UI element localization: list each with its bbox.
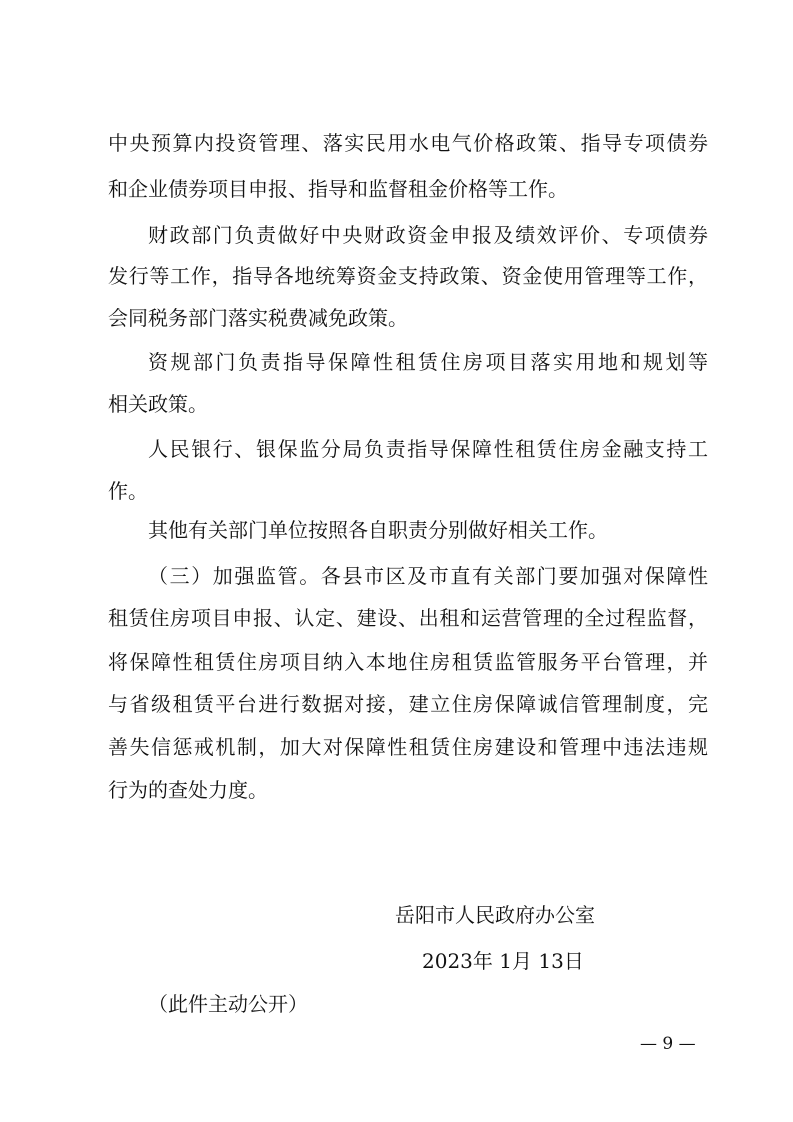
body-line-3: 财政部门负责做好中央财政资金申报及绩效评价、专项债券 xyxy=(148,223,708,247)
date-month: 1 xyxy=(499,949,512,973)
body-line-6: 资规部门负责指导保障性租赁住房项目落实用地和规划等 xyxy=(148,350,708,374)
body-line-11: （三）加强监管。各县市区及市直有关部门要加强对保障性 xyxy=(148,564,708,588)
date-month-unit: 月 xyxy=(512,949,532,973)
body-line-2: 和企业债券项目申报、指导和监督租金价格等工作。 xyxy=(108,177,568,201)
issuer-signature: 岳阳市人民政府办公室 xyxy=(395,903,595,927)
date-year-unit: 年 xyxy=(472,949,493,973)
body-line-1: 中央预算内投资管理、落实民用水电气价格政策、指导专项债券 xyxy=(108,131,708,155)
body-line-9: 作。 xyxy=(108,479,148,503)
public-disclosure-note: （此件主动公开） xyxy=(148,992,308,1016)
issue-date xyxy=(422,947,584,975)
date-year: 2023 xyxy=(422,949,473,973)
body-line-15: 善失信惩戒机制，加大对保障性租赁住房建设和管理中违法违规 xyxy=(108,735,708,759)
date-day-unit: 日 xyxy=(563,949,584,973)
body-line-7: 相关政策。 xyxy=(108,392,208,416)
body-line-14: 与省级租赁平台进行数据对接，建立住房保障诚信管理制度，完 xyxy=(108,692,708,716)
body-line-4: 发行等工作，指导各地统筹资金支持政策、资金使用管理等工作， xyxy=(108,264,708,288)
page-number: — 9 — xyxy=(640,1034,696,1054)
body-line-12: 租赁住房项目申报、认定、建设、出租和运营管理的全过程监督， xyxy=(108,606,708,630)
body-line-8: 人民银行、银保监分局负责指导保障性租赁住房金融支持工 xyxy=(148,437,708,461)
body-line-10: 其他有关部门单位按照各自职责分别做好相关工作。 xyxy=(148,518,608,542)
date-day: 13 xyxy=(538,949,564,973)
body-line-13: 将保障性租赁住房项目纳入本地住房租赁监管服务平台管理，并 xyxy=(108,650,708,674)
body-line-5: 会同税务部门落实税费减免政策。 xyxy=(108,306,408,330)
body-line-16: 行为的查处力度。 xyxy=(108,778,268,802)
